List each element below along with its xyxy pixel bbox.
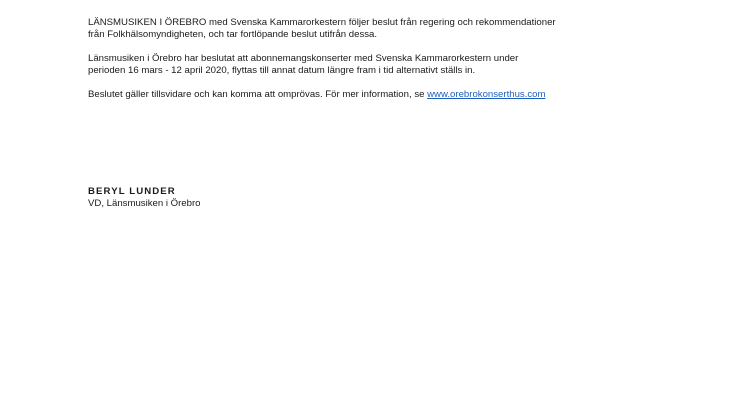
paragraph-more-info xyxy=(88,89,688,101)
paragraph-line: LÄNSMUSIKEN I ÖREBRO med Svenska Kammarorkestern följer beslut från regering och rekommendationer xyxy=(88,17,556,28)
paragraph-line: perioden 16 mars - 12 april 2020, flyttas till annat datum längre fram i tid alternativt ställs in. xyxy=(88,65,476,76)
signature-name: BERYL LUNDER xyxy=(88,186,176,197)
paragraph-concerts xyxy=(88,53,688,77)
paragraph-text: Beslutet gäller tillsvidare och kan komma att omprövas. För mer information, se xyxy=(88,89,428,100)
signature-title: VD, Länsmusiken i Örebro xyxy=(88,198,201,209)
website-link[interactable]: www.orebrokonserthus.com xyxy=(427,89,546,100)
document-body xyxy=(88,17,688,113)
paragraph-line: Länsmusiken i Örebro har beslutat att abonnemangskonserter med Svenska Kammarorkestern under xyxy=(88,53,519,64)
paragraph-policy xyxy=(88,17,688,41)
paragraph-line: från Folkhälsomyndigheten, och tar fortlöpande beslut utifrån dessa. xyxy=(88,29,378,40)
signature-block xyxy=(88,186,201,210)
